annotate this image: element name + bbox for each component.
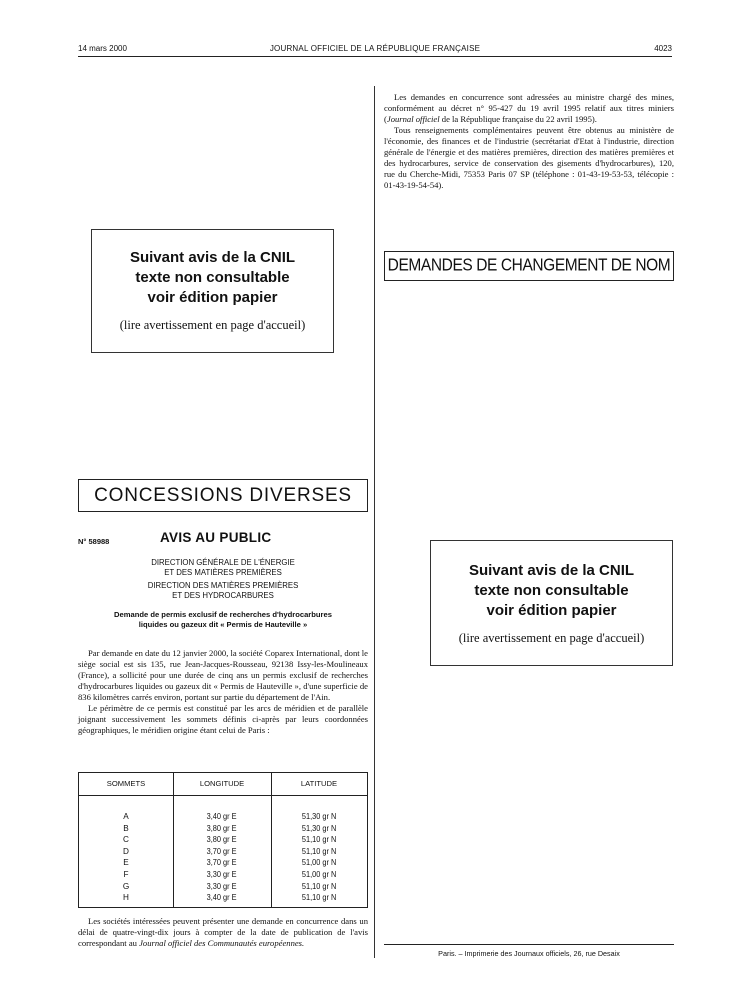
cnil-line3: voir édition papier [486,602,617,619]
cnil-line1: Suivant avis de la CNIL [468,562,635,579]
table-rows [79,811,367,904]
concurrence-paragraph: Les demandes en concurrence sont adressées au ministre chargé des mines, conformément au décret n° 95-427 du 19 avril 1995 relatif aux titres miniers (Journal officiel de la République française du 22 avril 1995). [384,92,674,124]
table-header [79,773,367,796]
delai-paragraph: Les sociétés intéressées peuvent présenter une demande en concurrence dans un délai de quatre-vingt-dix jours à compter de la date de publication de l'avis correspondant au Journal officiel des Communautés européennes. [78,916,368,948]
column-divider [374,86,375,958]
publication-date: 14 mars 2000 [78,44,127,53]
cnil-line2: texte non consultable [135,269,290,286]
direction-generale: DIRECTION GÉNÉRALE DE L'ÉNERGIE ET DES MATIÈRES PREMIÈRES [151,558,295,577]
table-row: F 3,30 gr E 51,00 gr N [123,869,337,879]
cnil-line4: (lire avertissement en page d'accueil) [458,631,645,645]
concurrence-delai [78,916,368,949]
header-sommets: SOMMETS [106,779,146,788]
table-row: E 3,70 gr E 51,00 gr N [123,858,337,868]
avis-title: AVIS AU PUBLIC [160,530,272,545]
avis-body [78,648,368,736]
table-row: B 3,80 gr E 51,30 gr N [123,823,337,833]
table-row: A 3,40 gr E 51,30 gr N [123,812,337,821]
renseignements-paragraph: Tous renseignements complémentaires peuvent être obtenus au ministère de l'économie, des finances et de l'industrie (secrétariat d'Etat à l'industrie, direction générale de l'énergie et des matières premières, direction des matières premières et des hydrocarbures, service de conservation des gisements d'hydrocarbures), 120, rue du Cherche-Midi, 75353 Paris 07 SP (téléphone : 01-43-19-53-53, télécopie : 01-43-19-54-54). [384,125,674,190]
direction-matieres: DIRECTION DES MATIÈRES PREMIÈRES ET DES HYDROCARBURES [147,581,299,600]
coordinates-table [78,772,368,908]
perimetre-paragraph: Le périmètre de ce permis est constitué par les arcs de méridien et de parallèle joignant successivement les sommets définis ci-après par leurs coordonnées géographiques, le méridien origine étant celui de Paris : [78,703,368,735]
table-row: H 3,40 gr E 51,10 gr N [123,893,337,903]
demande-paragraph: Par demande en date du 12 janvier 2000, la société Coparex International, dont le siège social est sis 135, rue Jean-Jacques-Rousseau, 92138 Issy-les-Moulineaux (France), a sollicité pour une durée de cinq ans un permis exclusif de recherches d'hydrocarbures liquides ou gazeux dit « Permis de Hauteville », d'une superficie de 836 kilomètres carrés environ, portant sur partie du département de l'Ain. [78,648,368,702]
right-column-intro [384,92,674,191]
cnil-notice-right [430,540,673,666]
table-row: D 3,70 gr E 51,10 gr N [123,846,337,856]
demande-heading: Demande de permis exclusif de recherches d'hydrocarbures liquides ou gazeux dit « Permis de Hauteville » [114,610,332,629]
journal-title: JOURNAL OFFICIEL DE LA RÉPUBLIQUE FRANÇAISE [269,44,481,53]
cnil-notice-left [91,229,334,353]
cnil-line3: voir édition papier [147,289,278,306]
header-longitude: LONGITUDE [199,779,245,788]
header-latitude: LATITUDE [300,779,338,788]
avis-number: N° 58988 [78,537,110,546]
cnil-line2: texte non consultable [474,582,629,599]
header-rule [78,56,672,57]
section-heading-concessions: CONCESSIONS DIVERSES [78,479,368,512]
page-number: 4023 [654,44,672,53]
table-row: C 3,80 gr E 51,10 gr N [123,835,337,845]
table-row: G 3,30 gr E 51,10 gr N [122,881,337,891]
cnil-line4: (lire avertissement en page d'accueil) [119,318,306,332]
cnil-line1: Suivant avis de la CNIL [129,249,296,266]
footer-rule [384,944,674,945]
imprint-footer: Paris. – Imprimerie des Journaux officiels, 26, rue Desaix [438,949,620,958]
section-heading-name-change: DEMANDES DE CHANGEMENT DE NOM [384,251,674,281]
